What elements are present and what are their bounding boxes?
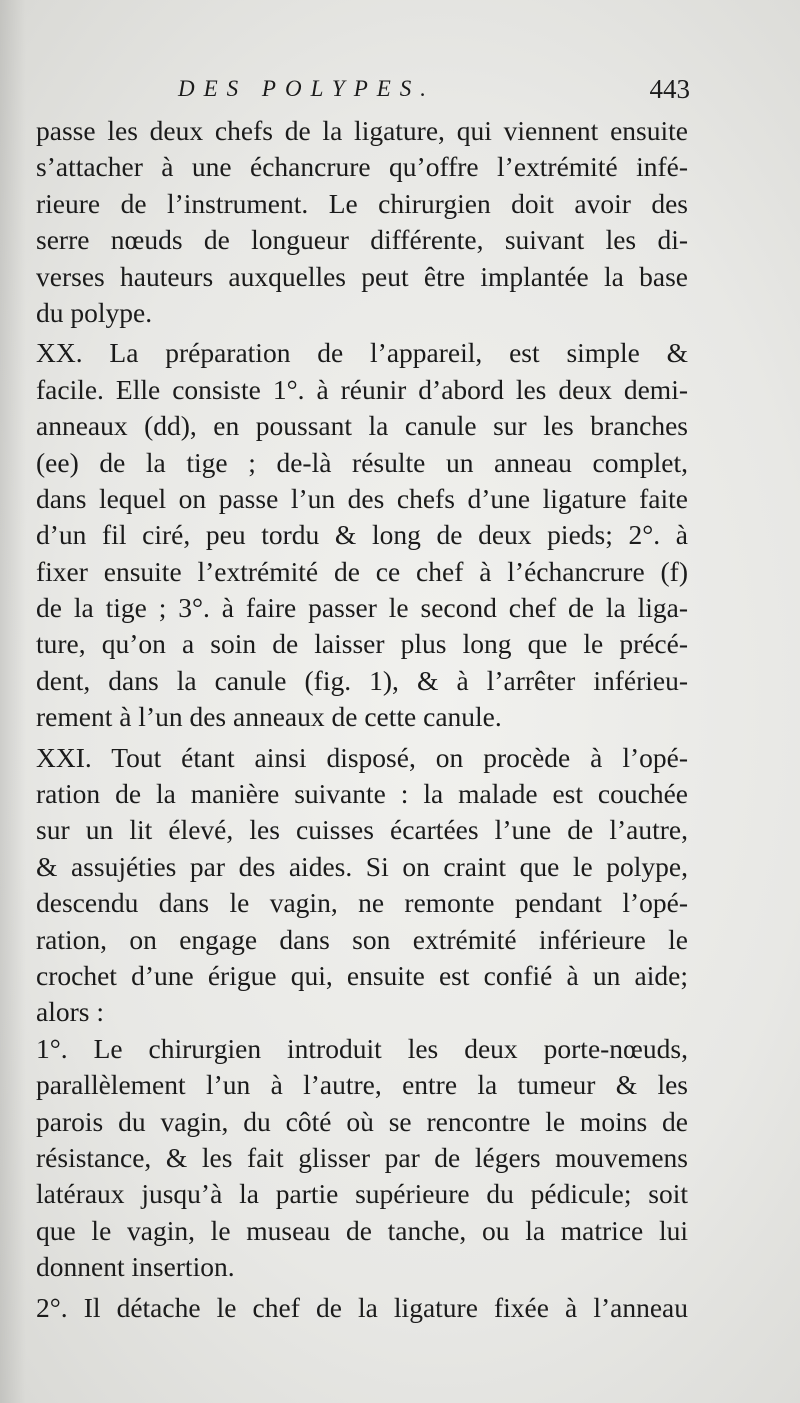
text-line: & assujéties par des aides. Si on craint que le polype, — [36, 850, 688, 882]
text-line: parois du vagin, du côté où se rencontre le moins de — [36, 1105, 688, 1137]
text-line: crochet d’une érigue qui, ensuite est confié à un aide; — [36, 959, 688, 991]
text-line: du polype. — [36, 296, 153, 328]
text-line: (ee) de la tige ; de-là résulte un anneau complet, — [36, 446, 688, 478]
text-line: parallèlement l’un à l’autre, entre la tumeur & les — [36, 1069, 688, 1101]
text-line: ration de la manière suivante : la malade est couchée — [36, 778, 688, 810]
gutter-shadow — [0, 0, 26, 1403]
text-line: descendu dans le vagin, ne remonte pendant l’opé- — [36, 887, 688, 919]
text-line: ration, on engage dans son extrémité inférieure le — [36, 923, 688, 955]
text-line: ture, qu’on a soin de laisser plus long que le précé- — [36, 628, 688, 660]
text-line: fixer ensuite l’extrémité de ce chef à l’échancrure (f) — [36, 555, 688, 587]
text-line: facile. Elle consiste 1°. à réunir d’abord les deux demi- — [36, 373, 688, 405]
text-line: dans lequel on passe l’un des chefs d’une ligature faite — [36, 482, 688, 514]
text-line: XXI. Tout étant ainsi disposé, on procède à l’opé- — [36, 741, 688, 773]
text-line: passe les deux chefs de la ligature, qui viennent ensuite — [36, 115, 688, 146]
text-line: 2°. Il détache le chef de la ligature fixée à l’anneau — [36, 1291, 688, 1323]
text-line: serre nœuds de longueur différente, suivant les di- — [36, 224, 688, 256]
running-title: DES POLYPES. — [178, 76, 436, 101]
text-line: de la tige ; 3°. à faire passer le second chef de la liga- — [36, 592, 688, 624]
text-line: XX. La préparation de l’appareil, est simple & — [36, 337, 688, 369]
text-line: d’un fil ciré, peu tordu & long de deux pieds; 2°. à — [36, 519, 688, 551]
text-line: sur un lit élevé, les cuisses écartées l’une de l’autre, — [36, 814, 688, 846]
page-header — [178, 72, 690, 112]
text-line: rieure de l’instrument. Le chirurgien doit avoir des — [36, 187, 688, 219]
text-line: rement à l’un des anneaux de cette canule. — [36, 701, 502, 733]
body-text — [36, 113, 688, 1326]
text-line: que le vagin, le museau de tanche, ou la matrice lui — [36, 1214, 688, 1246]
text-line: latéraux jusqu’à la partie supérieure du pédicule; soit — [36, 1178, 688, 1210]
text-line: résistance, & les fait glisser par de légers mouvemens — [36, 1141, 688, 1173]
text-line: alors : — [36, 996, 104, 1028]
page-number: 443 — [649, 74, 690, 104]
text-line: verses hauteurs auxquelles peut être implantée la base — [36, 260, 688, 292]
text-line: dent, dans la canule (fig. 1), & à l’arrêter inférieu- — [36, 664, 688, 696]
text-line: s’attacher à une échancrure qu’offre l’extrémité infé- — [36, 151, 688, 183]
text-line: donnent insertion. — [36, 1251, 235, 1283]
text-line: 1°. Le chirurgien introduit les deux porte-nœuds, — [36, 1032, 688, 1064]
text-line: anneaux (dd), en poussant la canule sur les branches — [36, 410, 688, 442]
